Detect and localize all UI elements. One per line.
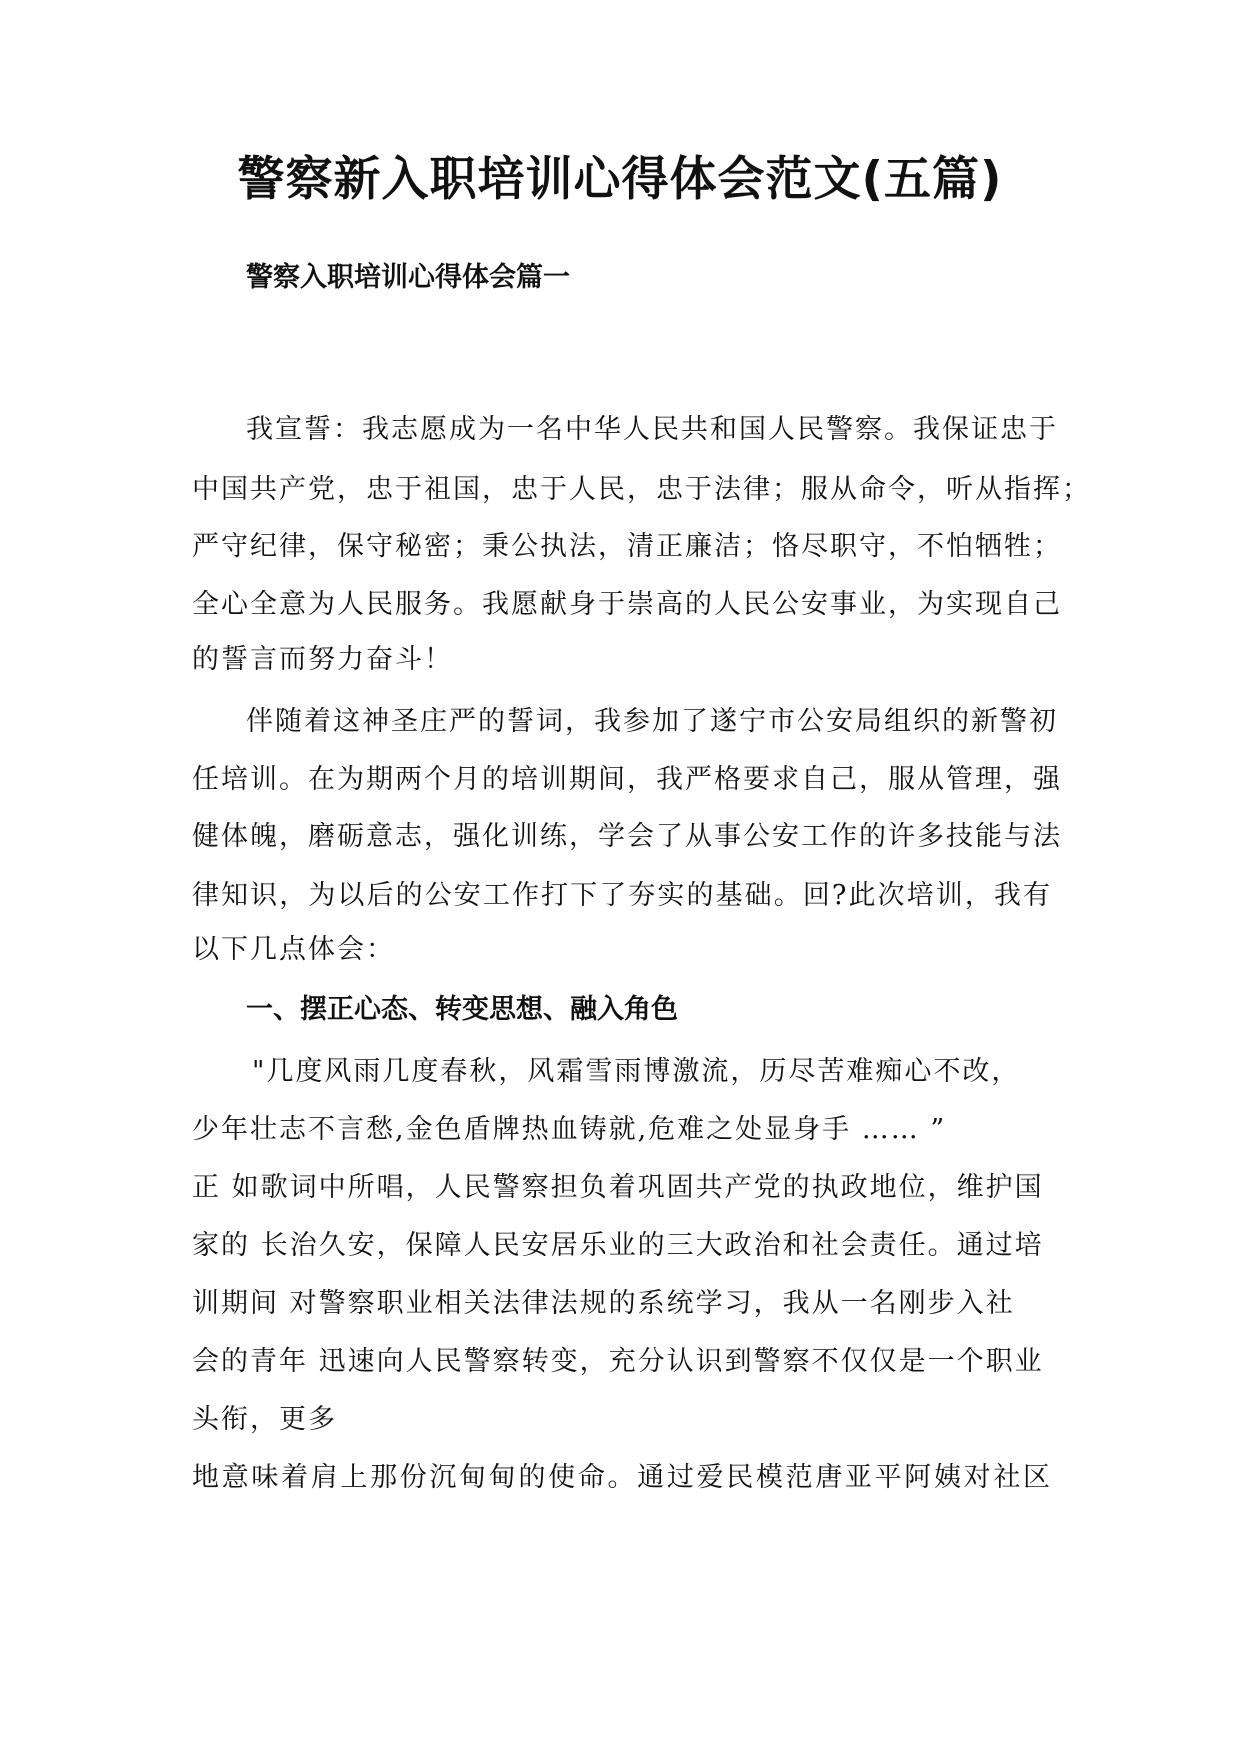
paragraph-line: 我宣誓：我志愿成为一名中华人民共和国人民警察。我保证忠于 xyxy=(246,414,1058,445)
paragraph-line: "几度风雨几度春秋，风霜雪雨博激流，历尽苦难痴心不改， xyxy=(252,1056,1021,1087)
paragraph-line: 训期间 对警察职业相关法律法规的系统学习，我从一名刚步入社 xyxy=(192,1288,1015,1319)
paragraph-line: 地意味着肩上那份沉甸甸的使命。通过爱民模范唐亚平阿姨对社区 xyxy=(192,1462,1052,1493)
paragraph-line: 头衔，更多 xyxy=(192,1404,337,1435)
paragraph-line: 伴随着这神圣庄严的誓词，我参加了遂宁市公安局组织的新警初 xyxy=(246,706,1058,737)
paragraph-line: 少年壮志不言愁,金色盾牌热血铸就,危难之处显身手 …… ” xyxy=(192,1114,947,1145)
document-title: 警察新入职培训心得体会范文(五篇) xyxy=(237,152,1003,207)
paragraph-line: 律知识，为以后的公安工作打下了夯实的基础。回?此次培训，我有 xyxy=(192,880,1052,911)
paragraph-line: 家的 长治久安，保障人民安居乐业的三大政治和社会责任。通过培 xyxy=(192,1230,1044,1261)
paragraph-line: 会的青年 迅速向人民警察转变，充分认识到警察不仅仅是一个职业 xyxy=(192,1346,1044,1377)
paragraph-line: 以下几点体会： xyxy=(192,934,395,965)
paragraph-line: 全心全意为人民服务。我愿献身于崇高的人民公安事业，为实现自己 xyxy=(192,589,1062,620)
paragraph-line: 的誓言而努力奋斗！ xyxy=(192,644,453,675)
section-title: 警察入职培训心得体会篇一 xyxy=(246,262,570,293)
paragraph-line: 健体魄，磨砺意志，强化训练，学会了从事公安工作的许多技能与法 xyxy=(192,821,1062,852)
subheading: 一、摆正心态、转变思想、融入角色 xyxy=(246,994,678,1025)
paragraph-line: 严守纪律，保守秘密；秉公执法，清正廉洁；恪尽职守，不怕牺牲； xyxy=(192,531,1062,562)
paragraph-line: 中国共产党，忠于祖国，忠于人民，忠于法律；服从命令，听从指挥； xyxy=(192,474,1091,505)
paragraph-line: 任培训。在为期两个月的培训期间，我严格要求自己，服从管理，强 xyxy=(192,764,1062,795)
paragraph-line: 正 如歌词中所唱，人民警察担负着巩固共产党的执政地位，维护国 xyxy=(192,1172,1044,1203)
